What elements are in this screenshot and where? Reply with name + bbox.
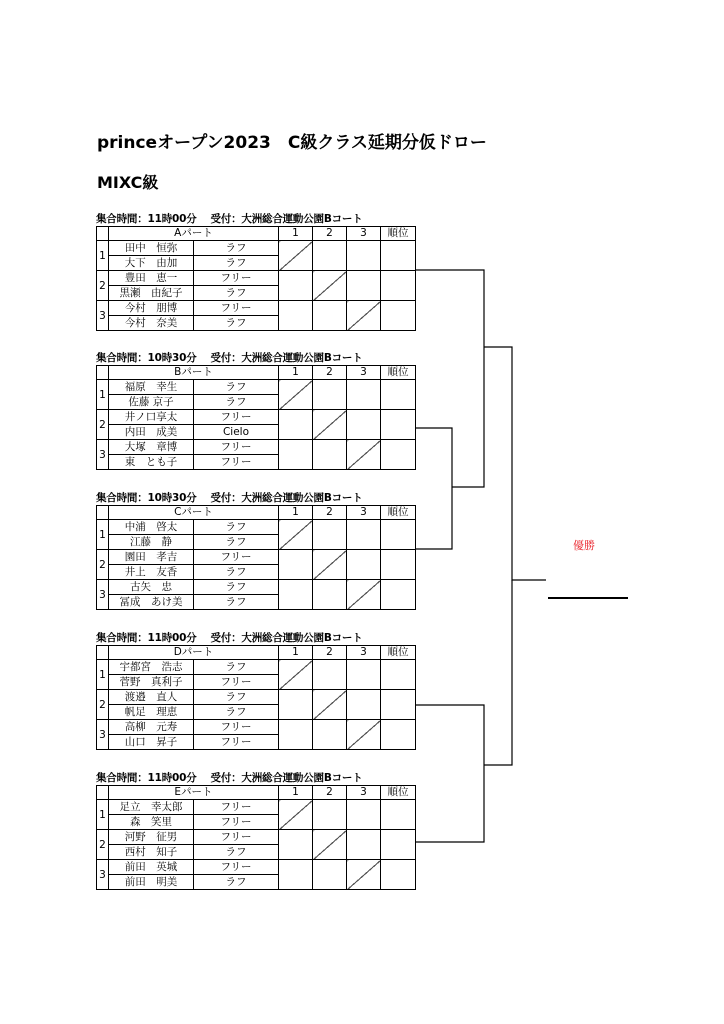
rank-header: 順位 (381, 786, 416, 800)
player-name: 山口 昇子 (109, 735, 194, 750)
player-name: 井上 友香 (109, 565, 194, 580)
player-name: 帆足 理恵 (109, 705, 194, 720)
pair-number: 2 (97, 271, 109, 301)
bracket-line-c (416, 487, 452, 549)
player-team: ラフ (194, 256, 279, 271)
player-name: 宇都宮 浩志 (109, 660, 194, 675)
part-name: Cパート (109, 506, 279, 520)
bracket-line-bc (452, 347, 484, 487)
pair-number: 2 (97, 690, 109, 720)
player-name: 井ノ口享太 (109, 410, 194, 425)
reception-info: 受付：大洲総合運動公園Bコート (210, 213, 363, 225)
player-name: 西村 知子 (109, 845, 194, 860)
champion-label: 優勝 (573, 539, 595, 552)
pair-number: 1 (97, 241, 109, 271)
reception-info: 受付：大洲総合運動公園Bコート (210, 352, 363, 364)
pair-number: 1 (97, 660, 109, 690)
player-name: 大下 由加 (109, 256, 194, 271)
player-team: ラフ (194, 565, 279, 580)
score-header-3: 3 (347, 646, 381, 660)
pair-number: 3 (97, 301, 109, 331)
player-team: ラフ (194, 316, 279, 331)
player-team: フリー (194, 301, 279, 316)
part-name: Dパート (109, 646, 279, 660)
class-subtitle: MIXC級 (97, 173, 159, 192)
player-team: ラフ (194, 241, 279, 256)
player-team: フリー (194, 455, 279, 470)
player-team: フリー (194, 800, 279, 815)
player-name: 東 とも子 (109, 455, 194, 470)
meet-time: 集合時間：11時00分 (96, 772, 197, 784)
rank-header: 順位 (381, 227, 416, 241)
bracket-line-a (416, 270, 484, 347)
meet-time: 集合時間：11時00分 (96, 632, 197, 644)
score-header-2: 2 (313, 786, 347, 800)
player-team: フリー (194, 830, 279, 845)
rank-header: 順位 (381, 366, 416, 380)
bracket-line-bc-to-ae (484, 347, 546, 580)
player-team: ラフ (194, 535, 279, 550)
pair-number: 3 (97, 440, 109, 470)
part-name: Eパート (109, 786, 279, 800)
player-name: 前田 明美 (109, 875, 194, 890)
player-team: ラフ (194, 595, 279, 610)
score-header-1: 1 (279, 646, 313, 660)
player-name: 今村 朋博 (109, 301, 194, 316)
score-header-3: 3 (347, 786, 381, 800)
score-header-1: 1 (279, 366, 313, 380)
score-header-3: 3 (347, 506, 381, 520)
meet-time: 集合時間：10時30分 (96, 492, 197, 504)
player-name: 森 笑里 (109, 815, 194, 830)
player-name: 渡邉 直人 (109, 690, 194, 705)
meet-time: 集合時間：10時30分 (96, 352, 197, 364)
pair-number: 1 (97, 380, 109, 410)
player-name: 足立 幸太郎 (109, 800, 194, 815)
rank-header: 順位 (381, 646, 416, 660)
player-name: 内田 成美 (109, 425, 194, 440)
player-team: フリー (194, 271, 279, 286)
player-name: 黒瀬 由紀子 (109, 286, 194, 301)
reception-info: 受付：大洲総合運動公園Bコート (210, 772, 363, 784)
pair-number: 2 (97, 550, 109, 580)
score-header-3: 3 (347, 366, 381, 380)
pair-number: 1 (97, 800, 109, 830)
score-header-2: 2 (313, 227, 347, 241)
player-name: 冨成 あけ美 (109, 595, 194, 610)
player-team: ラフ (194, 875, 279, 890)
player-name: 古矢 忠 (109, 580, 194, 595)
player-team: フリー (194, 440, 279, 455)
player-team: ラフ (194, 395, 279, 410)
player-team: ラフ (194, 580, 279, 595)
player-name: 江藤 静 (109, 535, 194, 550)
reception-info: 受付：大洲総合運動公園Bコート (210, 632, 363, 644)
score-header-2: 2 (313, 506, 347, 520)
pair-number: 3 (97, 720, 109, 750)
player-name: 園田 孝吉 (109, 550, 194, 565)
score-header-1: 1 (279, 786, 313, 800)
bracket-line-b (416, 428, 452, 487)
player-team: フリー (194, 735, 279, 750)
pair-number: 1 (97, 520, 109, 550)
score-header-3: 3 (347, 227, 381, 241)
player-name: 田中 恒弥 (109, 241, 194, 256)
player-name: 河野 征男 (109, 830, 194, 845)
player-team: フリー (194, 815, 279, 830)
player-team: フリー (194, 410, 279, 425)
part-name: Aパート (109, 227, 279, 241)
page-title: princeオープン2023 C級クラス延期分仮ドロー (97, 133, 487, 153)
player-name: 豊田 恵一 (109, 271, 194, 286)
pair-number: 3 (97, 580, 109, 610)
meet-time: 集合時間：11時00分 (96, 213, 197, 225)
pair-number: 2 (97, 410, 109, 440)
score-header-1: 1 (279, 506, 313, 520)
player-team: ラフ (194, 690, 279, 705)
pair-number: 2 (97, 830, 109, 860)
player-team: ラフ (194, 286, 279, 301)
player-name: 前田 英城 (109, 860, 194, 875)
player-team: ラフ (194, 845, 279, 860)
bracket-line-e (416, 765, 484, 842)
player-name: 菅野 真利子 (109, 675, 194, 690)
player-team: ラフ (194, 380, 279, 395)
bracket-line-de (484, 580, 512, 765)
player-name: 大塚 章博 (109, 440, 194, 455)
player-team: ラフ (194, 660, 279, 675)
player-name: 高柳 元寿 (109, 720, 194, 735)
player-name: 今村 奈美 (109, 316, 194, 331)
bracket-line-d (416, 705, 484, 765)
player-team: フリー (194, 860, 279, 875)
player-team: フリー (194, 550, 279, 565)
player-team: フリー (194, 675, 279, 690)
score-header-2: 2 (313, 366, 347, 380)
player-name: 福原 幸生 (109, 380, 194, 395)
player-team: Cielo (194, 425, 279, 440)
player-team: ラフ (194, 520, 279, 535)
pair-number: 3 (97, 860, 109, 890)
score-header-1: 1 (279, 227, 313, 241)
player-team: フリー (194, 720, 279, 735)
player-name: 中浦 啓太 (109, 520, 194, 535)
score-header-2: 2 (313, 646, 347, 660)
player-name: 佐藤 京子 (109, 395, 194, 410)
reception-info: 受付：大洲総合運動公園Bコート (210, 492, 363, 504)
part-name: Bパート (109, 366, 279, 380)
rank-header: 順位 (381, 506, 416, 520)
player-team: ラフ (194, 705, 279, 720)
